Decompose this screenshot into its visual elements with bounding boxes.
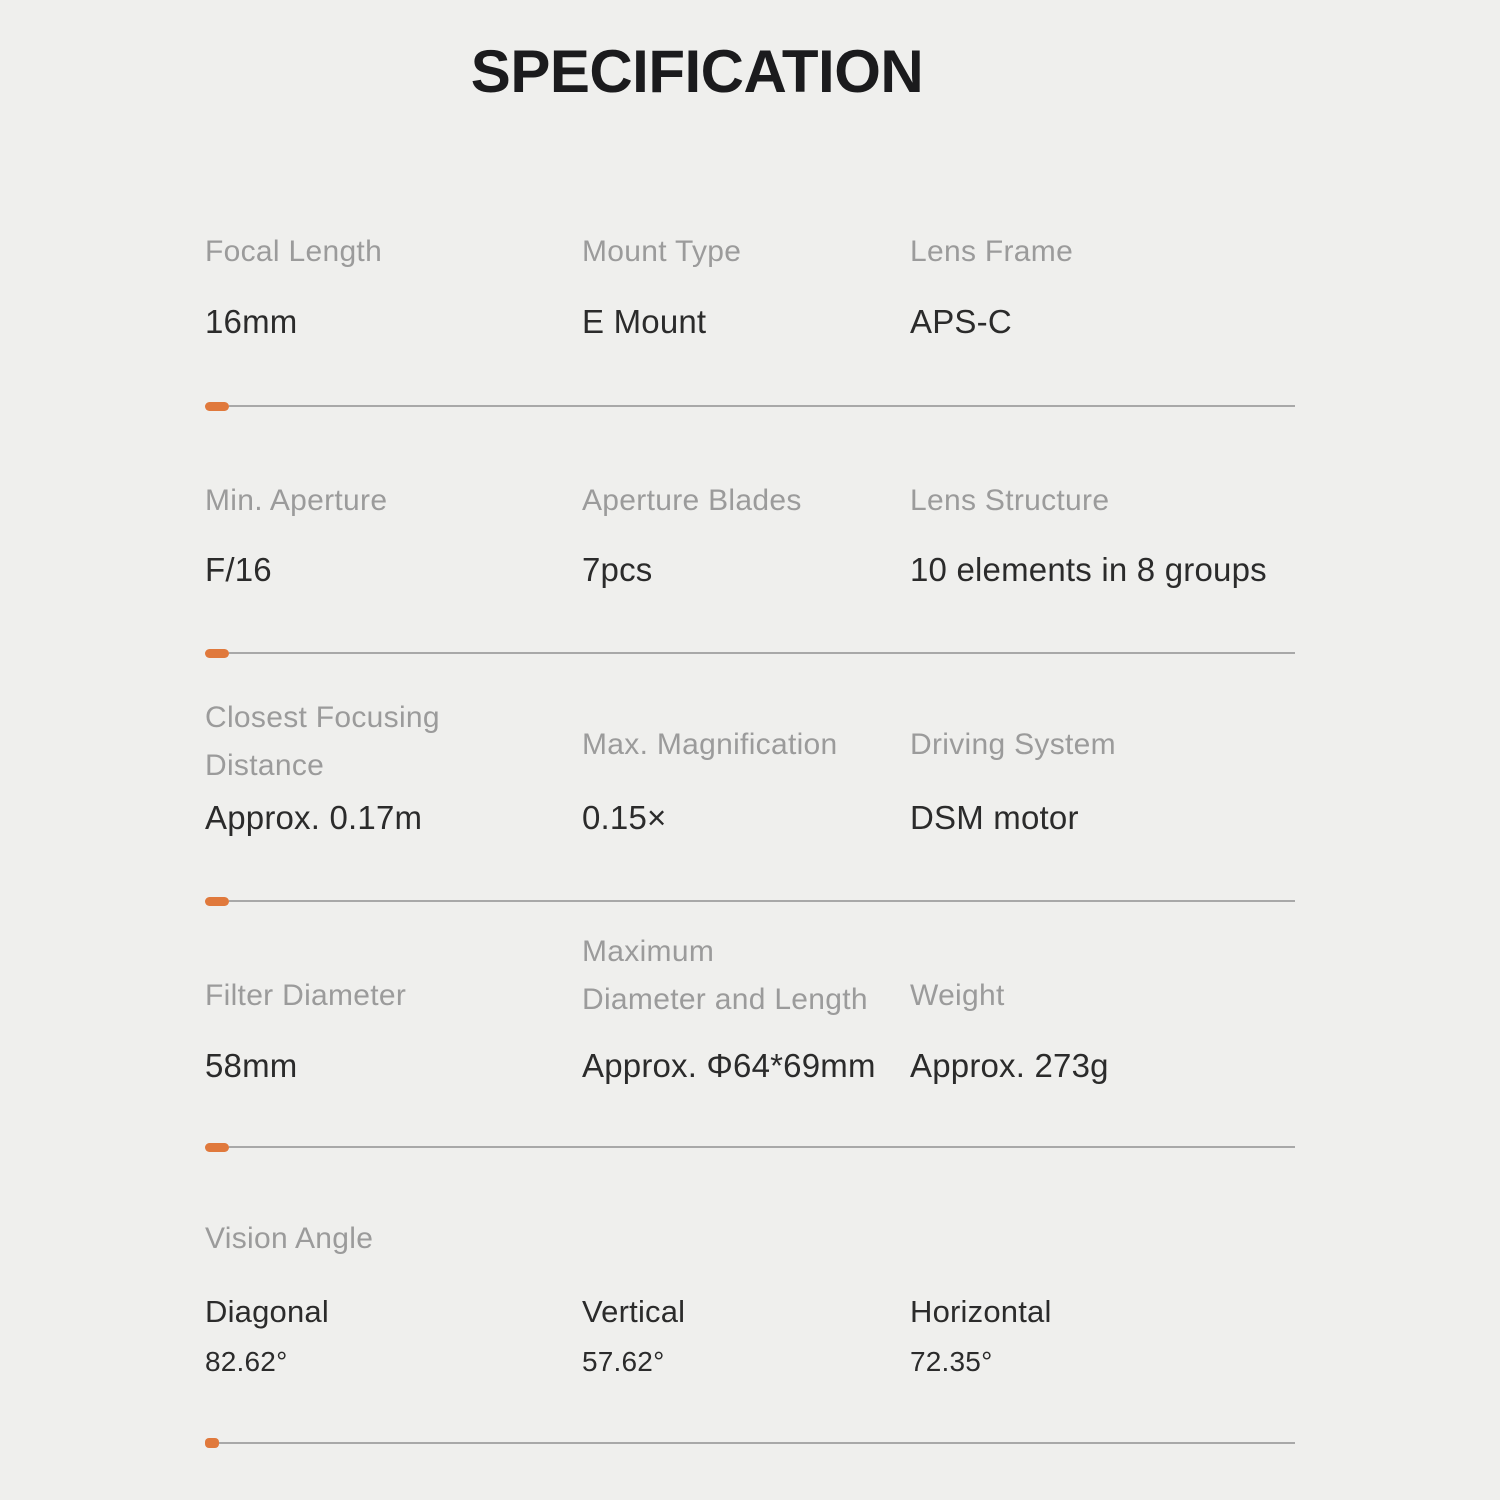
spec-value-max-diameter-length: Approx. Φ64*69mm — [582, 1047, 876, 1084]
divider-line — [229, 652, 1295, 654]
spec-label-diagonal: Diagonal — [205, 1294, 329, 1329]
spec-label-closest-focusing-line2: Distance — [205, 749, 325, 782]
spec-value-min-aperture: F/16 — [205, 551, 272, 588]
spec-value-driving-system: DSM motor — [910, 799, 1079, 836]
spec-value-lens-frame: APS-C — [910, 303, 1012, 340]
spec-label-min-aperture: Min. Aperture — [205, 484, 388, 517]
divider-line — [219, 1442, 1295, 1444]
divider-line — [229, 1146, 1295, 1148]
spec-value-closest-focusing-distance: Approx. 0.17m — [205, 799, 423, 836]
spec-label-horizontal: Horizontal — [910, 1294, 1052, 1329]
spec-label-mount-type: Mount Type — [582, 235, 742, 268]
spec-value-weight: Approx. 273g — [910, 1047, 1109, 1084]
spec-label-weight: Weight — [910, 979, 1005, 1012]
spec-label-lens-frame: Lens Frame — [910, 235, 1074, 268]
spec-label-max-magnification: Max. Magnification — [582, 728, 838, 761]
section-divider-2 — [205, 648, 1295, 658]
divider-accent-pill — [205, 402, 229, 411]
divider-accent-pill — [205, 649, 229, 658]
spec-value-horizontal-angle: 72.35° — [910, 1346, 993, 1377]
spec-value-vertical-angle: 57.62° — [582, 1346, 665, 1377]
spec-value-aperture-blades: 7pcs — [582, 551, 653, 588]
spec-value-max-magnification: 0.15× — [582, 799, 667, 836]
spec-label-max-diameter-length-line1: Maximum — [582, 935, 715, 968]
spec-value-focal-length: 16mm — [205, 303, 298, 340]
section-divider-5 — [205, 1438, 1295, 1448]
spec-label-filter-diameter: Filter Diameter — [205, 979, 407, 1012]
section-divider-3 — [205, 896, 1295, 906]
spec-label-aperture-blades: Aperture Blades — [582, 484, 802, 517]
spec-value-mount-type: E Mount — [582, 303, 707, 340]
divider-line — [229, 900, 1295, 902]
spec-value-lens-structure: 10 elements in 8 groups — [910, 551, 1267, 588]
spec-label-max-diameter-length-line2: Diameter and Length — [582, 983, 868, 1016]
spec-label-focal-length: Focal Length — [205, 235, 383, 268]
spec-value-diagonal-angle: 82.62° — [205, 1346, 288, 1377]
section-divider-1 — [205, 401, 1295, 411]
divider-accent-pill — [205, 1143, 229, 1152]
divider-accent-pill — [205, 897, 229, 906]
section-divider-4 — [205, 1142, 1295, 1152]
divider-accent-pill — [205, 1438, 219, 1448]
page-title: SPECIFICATION — [470, 38, 924, 105]
spec-label-vision-angle: Vision Angle — [205, 1222, 374, 1255]
divider-line — [229, 405, 1295, 407]
spec-label-closest-focusing-line1: Closest Focusing — [205, 701, 440, 734]
spec-label-driving-system: Driving System — [910, 728, 1116, 761]
spec-value-filter-diameter: 58mm — [205, 1047, 298, 1084]
spec-label-lens-structure: Lens Structure — [910, 484, 1110, 517]
spec-label-vertical: Vertical — [582, 1294, 686, 1329]
